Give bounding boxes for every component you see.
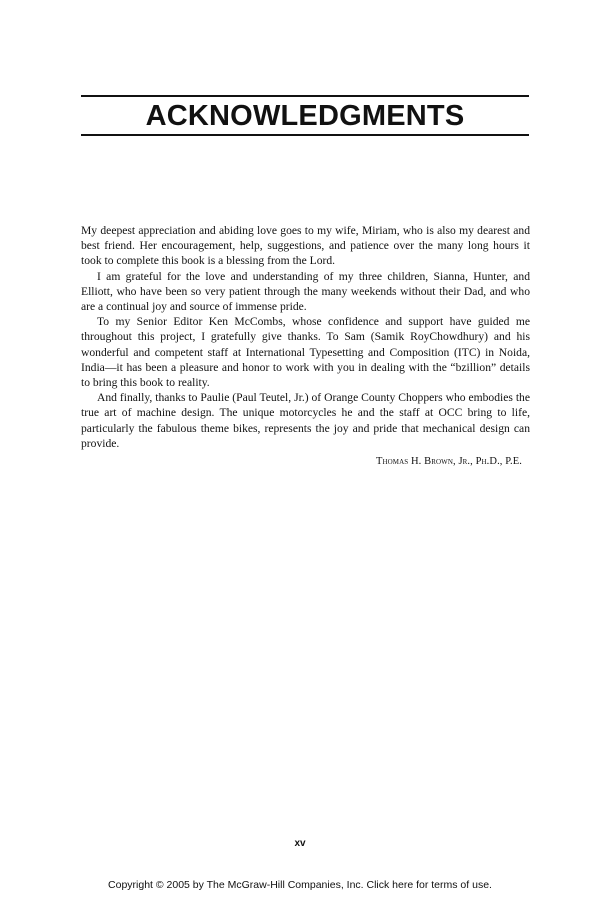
paragraph-editor: To my Senior Editor Ken McCombs, whose confidence and support have guided me throughout this project, I gratefully give thanks. To Sam (Samik RoyChowdhury) and his wonderful and competent staff at International Typesetting and Composition (ITC) in Noida, India—it has been a pleasure and honor to work with you in dealing with the “bzillion” details to bring this book to reality.: [81, 315, 530, 390]
page-title: ACKNOWLEDGMENTS: [145, 100, 465, 132]
paragraph-children: I am grateful for the love and understanding of my three children, Sianna, Hunter, and Elliott, who have been so very patient through the many weekends without their Dad, and who are a continual joy and source of immense pride.: [81, 269, 530, 314]
page-number: xv: [294, 838, 306, 849]
copyright-footer: [0, 879, 600, 891]
heading-top-rule: [81, 95, 529, 97]
terms-of-use-link[interactable]: Click here for terms of use.: [366, 879, 492, 891]
author-signature: Thomas H. Brown, Jr., Ph.D., P.E.: [375, 456, 522, 467]
acknowledgments-body: [81, 223, 530, 451]
paragraph-wife: My deepest appreciation and abiding love goes to my wife, Miriam, who is also my dearest and best friend. Her encouragement, help, suggestions, and patience over the many long hours it took to complete this book is a blessing from the Lord.: [81, 224, 530, 268]
heading-bottom-rule: [81, 134, 529, 136]
copyright-text: Copyright © 2005 by The McGraw-Hill Companies, Inc.: [108, 879, 364, 891]
paragraph-occ: And finally, thanks to Paulie (Paul Teutel, Jr.) of Orange County Choppers who embodies the true art of machine design. The unique motorcycles he and the staff at OCC bring to life, particularly the fabulous theme bikes, represents the joy and pride that mechanical design can provide.: [81, 391, 530, 450]
